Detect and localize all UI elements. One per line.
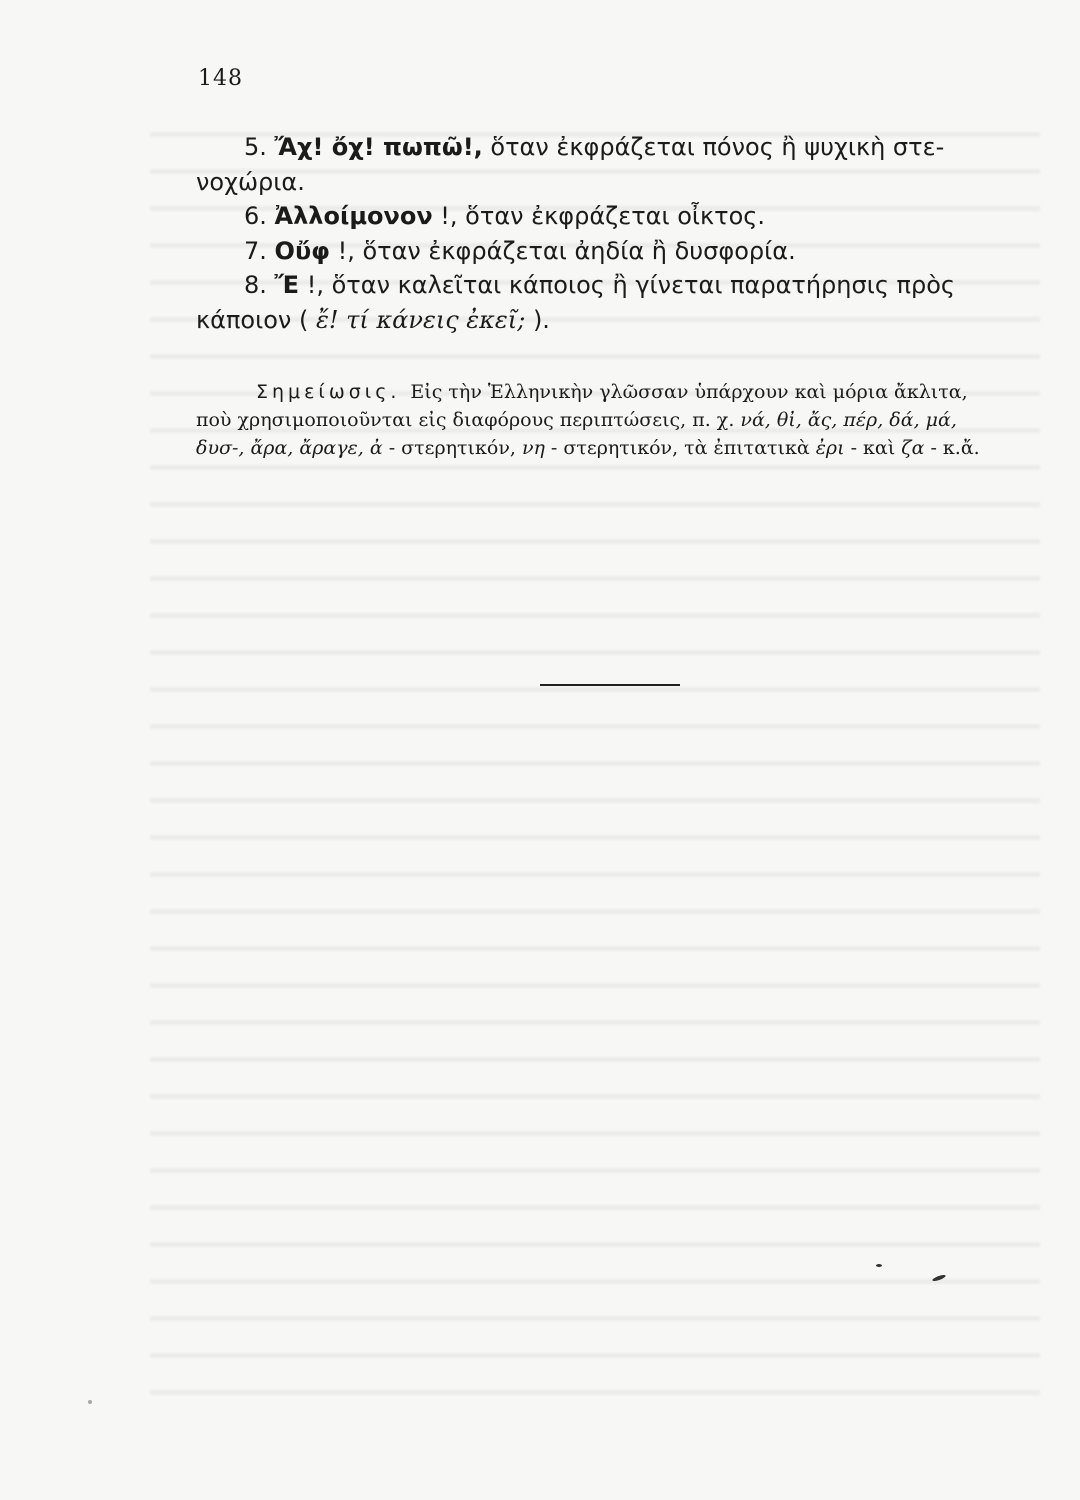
note-text: - στερητικόν, (382, 437, 522, 459)
item-text: !, ὅταν ἐκφράζεται οἶκτος. (432, 202, 766, 230)
note-line-3 (196, 434, 1036, 462)
item-term: Ἄχ! ὄχ! πωπῶ!, (274, 133, 483, 161)
note-text: ποὺ χρησιμοποιοῦνται εἰς διαφόρους περιπτώσεις, π. χ. (196, 409, 735, 431)
item-number: 7. (244, 236, 267, 265)
note-text: - στερητικόν, τὰ ἐπιτατικὰ (544, 437, 816, 459)
item-text: νοχώρια. (196, 167, 305, 196)
note-text: Εἰς τὴν Ἑλληνικὴν γλῶσσαν ὑπάρχουν καὶ μόρια ἄκλιτα, (410, 381, 968, 403)
note-text-italic: δυσ-, ἄρα, ἄραγε, ἀ (196, 437, 383, 459)
item-text: ὅταν ἐκφράζεται πόνος ἢ ψυχικὴ στε- (482, 133, 945, 161)
list-item-6 (196, 199, 1036, 234)
note-text-italic: νά, θἰ, ἄς, πέρ, δά, μά, (734, 409, 957, 431)
item-term: Οὔφ (274, 236, 330, 265)
note-text-italic: ἐρι (815, 437, 845, 459)
item-example: ἔ! τί κάνεις ἐκεῖ; (308, 305, 533, 334)
note-text-italic: ζα (901, 437, 925, 459)
page-number: 148 (198, 66, 243, 91)
ink-speck (88, 1400, 92, 1404)
item-number: 8. (244, 271, 267, 299)
list-item-7 (196, 234, 1036, 269)
list-item-8 (196, 268, 1036, 303)
note-paragraph (196, 378, 1036, 462)
note-text: - κ.ἄ. (924, 437, 980, 459)
ink-speck (876, 1264, 882, 1267)
note-label: Σημείωσις. (256, 381, 401, 403)
list-item-8-continuation (196, 303, 1036, 338)
item-text: ). (532, 305, 550, 334)
item-text: κάποιον ( (196, 305, 309, 334)
list-item-5 (196, 130, 1036, 165)
item-term: Ἀλλοίμονον (274, 202, 433, 230)
section-divider (540, 684, 680, 686)
item-term: Ἔ (274, 271, 300, 299)
note-text-italic: νη (521, 437, 545, 459)
item-text: !, ὅταν ἐκφράζεται ἀηδία ἢ δυσφορία. (329, 236, 796, 265)
interjection-list (196, 130, 1036, 337)
list-item-5-continuation (196, 165, 1036, 200)
item-number: 5. (244, 133, 267, 161)
item-text: !, ὅταν καλεῖται κάποιος ἢ γίνεται παρατήρησις πρὸς (299, 271, 955, 299)
note-line-2 (196, 406, 1036, 434)
note-text: - καὶ (844, 437, 902, 459)
item-number: 6. (244, 202, 267, 230)
note-line-1 (196, 378, 1036, 406)
